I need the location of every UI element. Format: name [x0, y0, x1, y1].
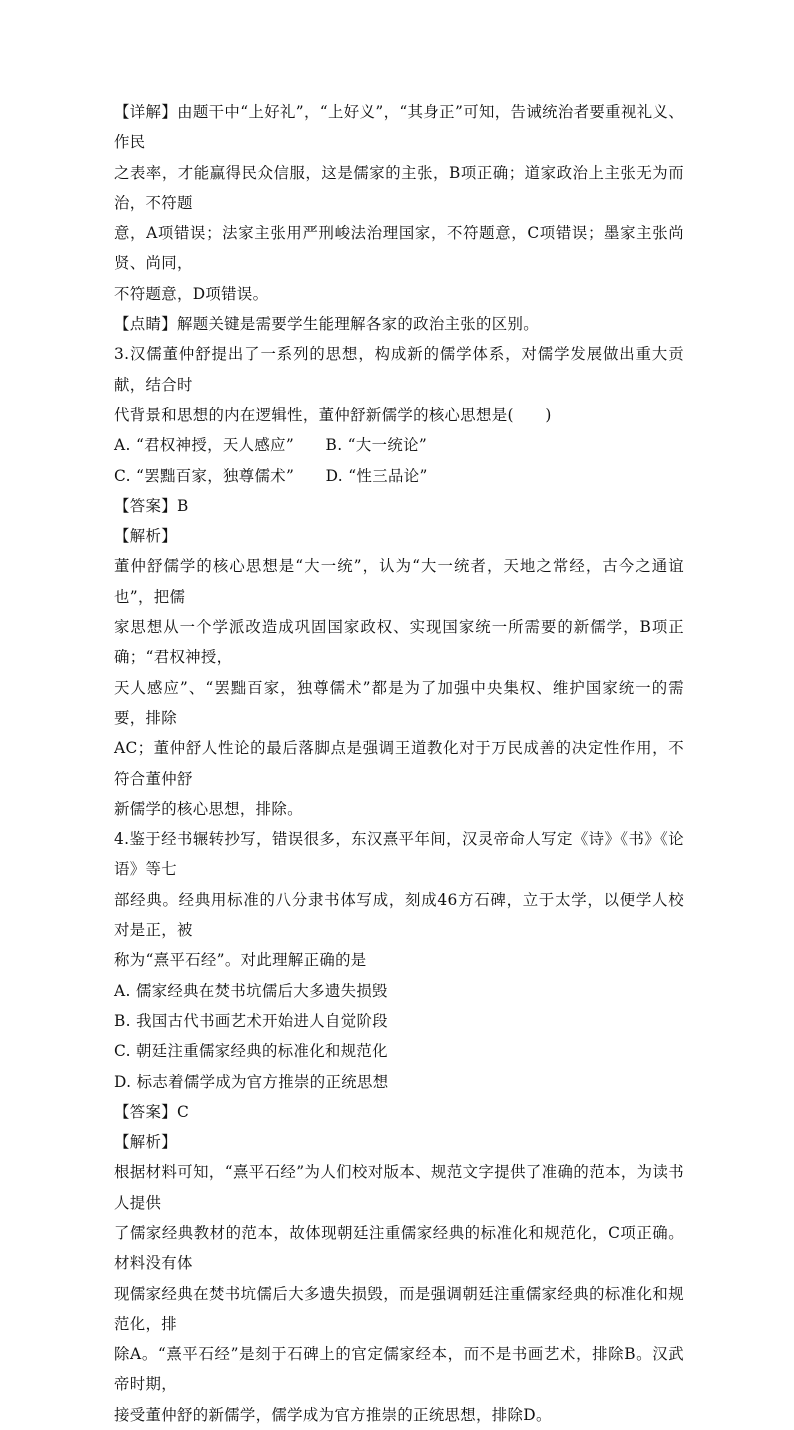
text-line: 董仲舒儒学的核心思想是“大一统”，认为“大一统者，天地之常经，古今之通谊也”，把儒 — [114, 557, 684, 606]
question-4-stem: 称为“熹平石经”。对此理解正确的是 — [114, 951, 367, 970]
question-3-options: C. “罢黜百家，独尊儒术” D. “性三品论” — [114, 466, 428, 485]
question-4-stem: 部经典。经典用标准的八分隶书体写成，刻成46方石碑，立于太学，以便学人校对是正，被 — [114, 890, 684, 940]
text-line: AC；董仲舒人性论的最后落脚点是强调王道教化对于万民成善的决定性作用，不符合董仲舒 — [114, 739, 684, 788]
text-line: 家思想从一个学派改造成巩固国家政权、实现国家统一所需要的新儒学，B项正确；“君权神授， — [114, 618, 684, 667]
text-line: 了儒家经典教材的范本，故体现朝廷注重儒家经典的标准化和规范化，C项正确。材料没有体 — [114, 1223, 684, 1273]
text-line: 现儒家经典在焚书坑儒后大多遗失损毁，而是强调朝廷注重儒家经典的标准化和规范化，排 — [114, 1284, 684, 1333]
text-line: 【点睛】解题关键是需要学生能理解各家的政治主张的区别。 — [114, 315, 539, 334]
analysis-label: 【解析】 — [114, 527, 177, 546]
question-3-options: A. “君权神授，天人感应” B. “大一统论” — [114, 436, 428, 455]
text-line: 天人感应”、“罢黜百家，独尊儒术”都是为了加强中央集权、维护国家统一的需要，排除 — [114, 678, 684, 727]
text-line: 不符题意，D项错误。 — [114, 284, 269, 303]
question-4-option-d: D. 标志着儒学成为官方推崇的正统思想 — [114, 1072, 389, 1091]
text-line: 【详解】由题干中“上好礼”，“上好义”，“其身正”可知，告诫统治者要重视礼义、作民 — [114, 103, 684, 152]
question-3-stem: 3.汉儒董仲舒提出了一系列的思想，构成新的儒学体系，对儒学发展做出重大贡献，结合时 — [114, 345, 684, 394]
question-4-option-c: C. 朝廷注重儒家经典的标准化和规范化 — [114, 1042, 388, 1061]
question-4-option-b: B. 我国古代书画艺术开始进人自觉阶段 — [114, 1011, 388, 1030]
text-line: 除A。“熹平石经”是刻于石碑上的官定儒家经本，而不是书画艺术，排除B。汉武帝时期， — [114, 1345, 684, 1394]
question-3-stem: 代背景和思想的内在逻辑性，董仲舒新儒学的核心思想是( ) — [114, 405, 552, 424]
text-line: 意，A项错误；法家主张用严刑峻法治理国家，不符题意，C项错误；墨家主张尚贤、尚同， — [114, 224, 684, 273]
answer-label: 【答案】C — [114, 1102, 190, 1121]
question-4-stem: 4.鉴于经书辗转抄写，错误很多，东汉熹平年间，汉灵帝命人写定《诗》《书》《论语》等七 — [114, 830, 684, 879]
text-line: 新儒学的核心思想，排除。 — [114, 799, 303, 818]
document-body — [114, 97, 684, 1430]
question-4-option-a: A. 儒家经典在焚书坑儒后大多遗失损毁 — [114, 981, 388, 1000]
analysis-label: 【解析】 — [114, 1133, 177, 1152]
text-line: 接受董仲舒的新儒学，儒学成为官方推崇的正统思想，排除D。 — [114, 1405, 552, 1424]
answer-label: 【答案】B — [114, 496, 189, 515]
text-line: 根据材料可知，“熹平石经”为人们校对版本、规范文字提供了准确的范本，为读书人提供 — [114, 1163, 684, 1212]
text-line: 之表率，才能赢得民众信服，这是儒家的主张，B项正确；道家政治上主张无为而治，不符题 — [114, 163, 684, 212]
